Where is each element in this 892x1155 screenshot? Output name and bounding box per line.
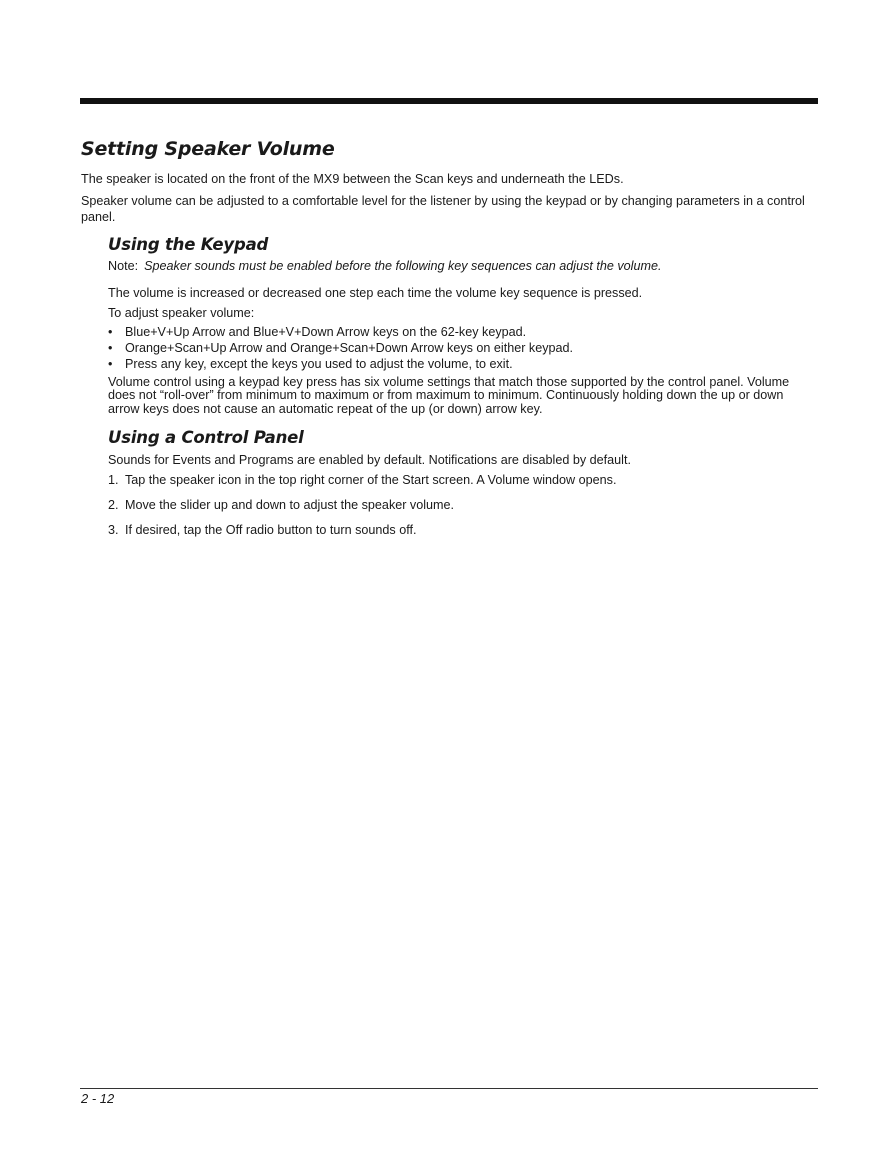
sounds-default-paragraph: Sounds for Events and Programs are enabled by default. Notifications are disabled by default. bbox=[108, 453, 631, 468]
list-item bbox=[108, 356, 817, 372]
list-item-text: Press any key, except the keys you used to adjust the volume, to exit. bbox=[125, 357, 513, 371]
footer-rule bbox=[80, 1088, 818, 1089]
keypad-note bbox=[108, 258, 817, 274]
step-number: 2. bbox=[108, 498, 119, 513]
section-title: Setting Speaker Volume bbox=[81, 138, 335, 160]
list-item-text: Orange+Scan+Up Arrow and Orange+Scan+Down Arrow keys on either keypad. bbox=[125, 341, 574, 355]
control-panel-steps bbox=[108, 472, 817, 538]
list-item bbox=[108, 472, 817, 488]
bullet-icon: • bbox=[108, 325, 113, 339]
step-number: 1. bbox=[108, 473, 119, 488]
header-rule bbox=[80, 98, 818, 104]
bullet-icon: • bbox=[108, 341, 113, 355]
note-text: Speaker sounds must be enabled before the following key sequences can adjust the volume. bbox=[144, 259, 662, 273]
step-number: 3. bbox=[108, 523, 119, 538]
note-label: Note: bbox=[108, 259, 139, 273]
keypad-bullet-list bbox=[108, 324, 817, 372]
bullet-icon: • bbox=[108, 357, 113, 371]
list-item bbox=[108, 324, 817, 340]
step-text: Move the slider up and down to adjust the speaker volume. bbox=[125, 498, 455, 513]
page-content bbox=[81, 138, 817, 547]
step-text: Tap the speaker icon in the top right corner of the Start screen. A Volume window opens. bbox=[125, 473, 617, 488]
list-item bbox=[108, 340, 817, 356]
volume-control-paragraph: Volume control using a keypad key press has six volume settings that match those supported by the control panel. Volume does not “roll-over” from minimum to maximum or from maximum to minimum. Continuously holding down the up or down arrow keys does not cause an automatic repeat of the up (or down) arrow key. bbox=[108, 375, 790, 416]
adjust-label: To adjust speaker volume: bbox=[108, 306, 255, 320]
step-text: If desired, tap the Off radio button to turn sounds off. bbox=[125, 523, 417, 538]
control-panel-heading: Using a Control Panel bbox=[108, 428, 304, 448]
intro-paragraph-2: Speaker volume can be adjusted to a comfortable level for the listener by using the keypad or by changing parameters in a control panel. bbox=[81, 194, 805, 224]
keypad-subsection bbox=[108, 235, 817, 538]
list-item-text: Blue+V+Up Arrow and Blue+V+Down Arrow keys on the 62-key keypad. bbox=[125, 325, 527, 339]
list-item bbox=[108, 522, 817, 538]
list-item bbox=[108, 497, 817, 513]
keypad-heading: Using the Keypad bbox=[108, 235, 269, 254]
intro-paragraph-1: The speaker is located on the front of the MX9 between the Scan keys and underneath the LEDs. bbox=[81, 172, 624, 186]
volume-step-paragraph: The volume is increased or decreased one step each time the volume key sequence is pressed. bbox=[108, 286, 643, 300]
page-number: 2 - 12 bbox=[81, 1091, 115, 1106]
